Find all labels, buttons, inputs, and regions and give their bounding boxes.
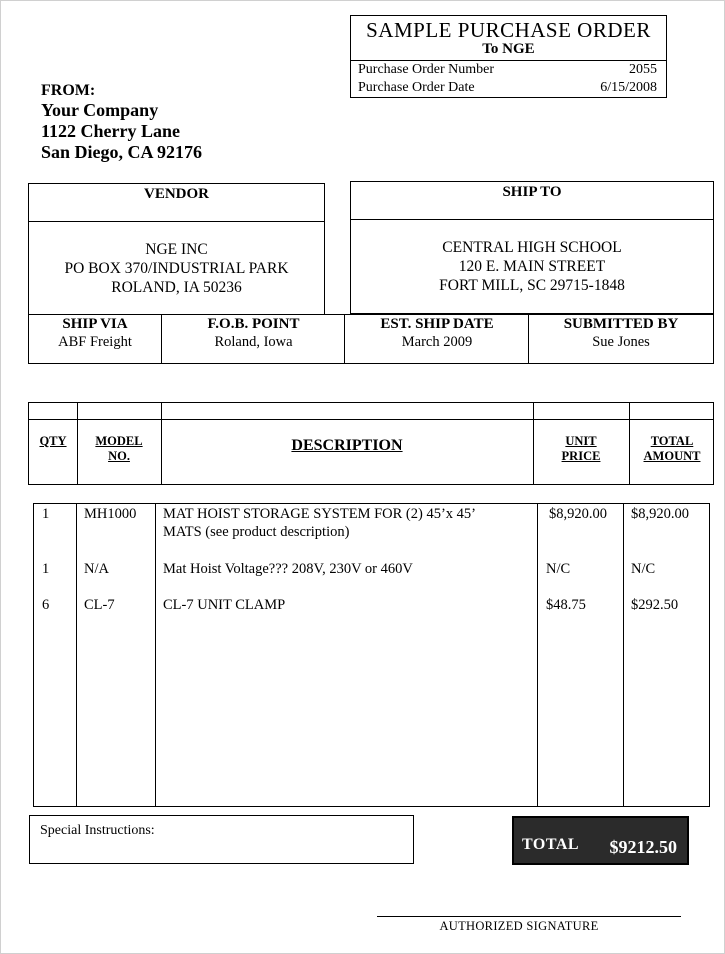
- qty-column-header: QTY: [39, 434, 67, 448]
- item-model: N/A: [84, 561, 109, 577]
- ship-to-address: [351, 238, 713, 295]
- item-description-line2: MATS (see product description): [163, 524, 350, 540]
- fob-label: F.O.B. POINT: [207, 316, 300, 332]
- po-number-label: Purchase Order Number: [358, 62, 495, 77]
- total-label: TOTAL: [522, 836, 580, 853]
- items-divider: [155, 504, 156, 806]
- fob-cell: [161, 315, 345, 363]
- document-subtitle: To NGE: [482, 41, 535, 57]
- submitted-by-label: SUBMITTED BY: [563, 316, 679, 332]
- total-box: [512, 816, 689, 865]
- ship-to-line-3: FORT MILL, SC 29715-1848: [439, 277, 625, 294]
- vendor-line-3: ROLAND, IA 50236: [111, 279, 242, 296]
- vendor-box: [28, 183, 325, 315]
- signature-label: AUTHORIZED SIGNATURE: [439, 919, 599, 933]
- submitted-by-value: Sue Jones: [592, 334, 650, 350]
- ship-via-value: ABF Freight: [58, 334, 132, 350]
- item-qty: 1: [42, 561, 50, 577]
- item-unit-price: $48.75: [546, 597, 586, 613]
- ship-via-cell: [29, 315, 161, 363]
- item-model: CL-7: [84, 597, 115, 613]
- unit-price-column-header-line1: UNIT: [565, 434, 597, 448]
- item-qty: 1: [42, 506, 50, 522]
- from-city: San Diego, CA 92176: [41, 142, 203, 162]
- items-divider: [623, 504, 624, 806]
- signature-line: [377, 916, 681, 917]
- special-instructions-label: Special Instructions:: [40, 823, 155, 838]
- est-ship-date-cell: [344, 315, 529, 363]
- document-title: SAMPLE PURCHASE ORDER: [366, 18, 651, 42]
- column-header-table: [28, 402, 714, 485]
- ship-to-line-1: CENTRAL HIGH SCHOOL: [442, 239, 622, 256]
- ship-to-box: [350, 181, 714, 314]
- from-company: Your Company: [41, 100, 159, 120]
- item-total: $292.50: [631, 597, 679, 613]
- purchase-order-header: [350, 15, 667, 98]
- from-address: [41, 82, 202, 163]
- item-total: $8,920.00: [631, 506, 689, 522]
- shipping-info-row: [28, 314, 714, 364]
- from-street: 1122 Cherry Lane: [41, 121, 180, 141]
- item-unit-price: N/C: [546, 561, 571, 577]
- vendor-header: VENDOR: [29, 184, 324, 222]
- description-column-header: DESCRIPTION: [291, 437, 403, 454]
- from-label: FROM:: [41, 82, 96, 99]
- est-ship-date-label: EST. SHIP DATE: [380, 316, 494, 332]
- po-date-row: [358, 80, 657, 96]
- vendor-line-2: PO BOX 370/INDUSTRIAL PARK: [64, 260, 289, 277]
- ship-via-label: SHIP VIA: [62, 316, 128, 332]
- total-column-header-line2: AMOUNT: [643, 449, 701, 463]
- item-description: Mat Hoist Voltage??? 208V, 230V or 460V: [163, 561, 413, 577]
- total-column-header-line1: TOTAL: [650, 434, 694, 448]
- line-items-table: [33, 503, 710, 807]
- item-description: CL-7 UNIT CLAMP: [163, 597, 286, 613]
- item-model: MH1000: [84, 506, 137, 522]
- item-description: MAT HOIST STORAGE SYSTEM FOR (2) 45’x 45’: [163, 506, 476, 522]
- ship-to-header: SHIP TO: [351, 182, 713, 220]
- item-total: N/C: [631, 561, 656, 577]
- est-ship-date-value: March 2009: [401, 334, 473, 350]
- item-qty: 6: [42, 597, 50, 613]
- fob-value: Roland, Iowa: [214, 334, 293, 350]
- po-number-value: 2055: [629, 62, 657, 77]
- item-unit-price: $8,920.00: [549, 506, 607, 522]
- vendor-address: [29, 240, 324, 297]
- header-divider: [351, 60, 666, 61]
- total-value: $9212.50: [609, 837, 677, 857]
- model-column-header-line1: MODEL: [95, 434, 143, 448]
- po-date-value: 6/15/2008: [600, 80, 657, 95]
- column-header-strip: [29, 419, 713, 420]
- submitted-by-cell: [528, 315, 713, 363]
- special-instructions-box: [29, 815, 414, 864]
- po-date-label: Purchase Order Date: [358, 80, 475, 95]
- items-divider: [76, 504, 77, 806]
- vendor-line-1: NGE INC: [145, 241, 208, 258]
- model-column-header-line2: NO.: [108, 449, 130, 463]
- items-divider: [537, 504, 538, 806]
- unit-price-column-header-line2: PRICE: [561, 449, 601, 463]
- po-number-row: [358, 62, 657, 78]
- ship-to-line-2: 120 E. MAIN STREET: [458, 258, 606, 275]
